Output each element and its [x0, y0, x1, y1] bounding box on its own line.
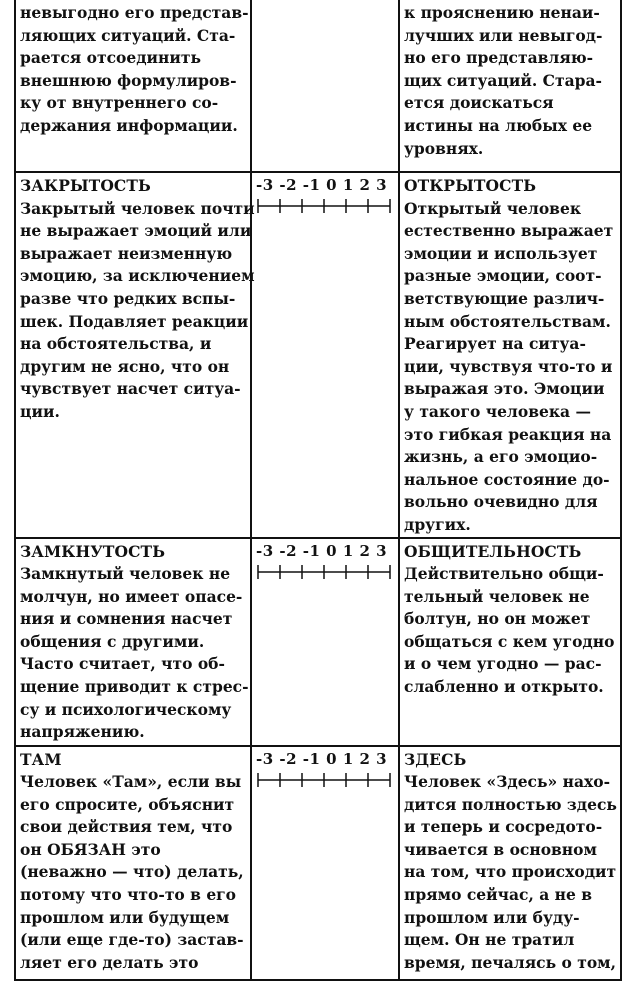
- left-trait-text-line: напряжению.: [20, 722, 145, 742]
- rating-scale-ruler[interactable]: [256, 772, 392, 788]
- right-trait-text-line: болтун, но он может: [404, 609, 591, 629]
- right-trait-text-line: прошлом или буду-: [404, 907, 580, 927]
- left-trait-cell: [15, 746, 251, 980]
- rating-scale-cell: [251, 746, 399, 980]
- left-trait-text-line: его спросите, объяснит: [20, 794, 235, 814]
- rating-scale-ruler[interactable]: [256, 564, 392, 580]
- left-trait-text-line: разве что редких вспы-: [20, 288, 236, 308]
- left-trait-text-line: рается отсоединить: [20, 48, 202, 68]
- right-trait-text-line: чивается в основном: [404, 839, 597, 859]
- right-trait-text-line: Человек «Здесь» нахо-: [404, 772, 611, 792]
- left-trait-text-line: ции.: [20, 401, 60, 421]
- left-trait-heading: ТАМ: [20, 749, 62, 769]
- left-trait-text-line: (или еще где-то) застав-: [20, 930, 244, 950]
- left-trait-text-line: чувствует насчет ситуа-: [20, 379, 241, 399]
- rating-scale-numbers: -3 -2 -1 0 1 2 3: [256, 541, 388, 560]
- right-trait-text-line: щих ситуаций. Стара-: [404, 70, 602, 90]
- right-trait-cell: [399, 746, 621, 980]
- right-trait-text-line: ции, чувствуя что-то и: [404, 356, 613, 376]
- right-trait-text-line: общаться с кем угодно: [404, 631, 615, 651]
- left-trait-text-line: щение приводит к стрес-: [20, 677, 249, 697]
- right-trait-text-line: и о чем угодно — рас-: [404, 654, 602, 674]
- right-trait-text-line: истины на любых ее: [404, 115, 593, 135]
- left-trait-text-line: внешнюю формулиров-: [20, 70, 237, 90]
- left-trait-text-line: Часто считает, что об-: [20, 654, 225, 674]
- right-trait-text-line: прямо сейчас, а не в: [404, 885, 593, 905]
- right-trait-cell: [399, 0, 621, 172]
- right-trait-text-line: Реагирует на ситуа-: [404, 334, 586, 354]
- left-trait-text-line: свои действия тем, что: [20, 817, 233, 837]
- left-trait-text-line: молчун, но имеет опасе-: [20, 586, 243, 606]
- right-trait-text-line: Действительно общи-: [404, 564, 604, 584]
- right-trait-text-line: нальное состояние до-: [404, 469, 610, 489]
- left-trait-text-line: ляет его делать это: [20, 952, 199, 972]
- right-trait-text-line: но его представляю-: [404, 48, 594, 68]
- rating-scale-cell: [251, 0, 399, 172]
- left-trait-cell: [15, 172, 255, 538]
- left-trait-text-line: невыгодно его представ-: [20, 3, 249, 22]
- left-trait-text-line: прошлом или будущем: [20, 907, 230, 927]
- left-trait-text-line: ния и сомнения насчет: [20, 609, 233, 629]
- left-trait-text-line: эмоцию, за исключением: [20, 266, 255, 286]
- right-trait-text-line: вольно очевидно для: [404, 492, 598, 512]
- left-trait-text-line: ку от внутреннего со-: [20, 93, 219, 113]
- rating-scale-ruler[interactable]: [256, 198, 392, 214]
- left-trait-text-line: выражает неизменную: [20, 243, 233, 263]
- left-trait-cell: [15, 538, 251, 746]
- right-trait-cell: [399, 538, 621, 746]
- left-trait-heading: ЗАМКНУТОСТЬ: [20, 541, 166, 561]
- right-trait-heading: ОБЩИТЕЛЬНОСТЬ: [404, 541, 582, 561]
- right-trait-text-line: на том, что происходит: [404, 862, 617, 882]
- right-trait-text-line: Открытый человек: [404, 198, 582, 218]
- rating-scale-numbers: -3 -2 -1 0 1 2 3: [256, 749, 388, 768]
- right-trait-text-line: это гибкая реакция на: [404, 424, 612, 444]
- left-trait-text-line: на обстоятельства, и: [20, 334, 212, 354]
- left-trait-text-line: Закрытый человек почти: [20, 198, 255, 218]
- right-trait-cell: [399, 172, 621, 538]
- right-trait-text-line: у такого человека —: [404, 401, 591, 421]
- right-trait-text-line: и теперь и сосредото-: [404, 817, 603, 837]
- right-trait-text-line: дится полностью здесь: [404, 794, 617, 814]
- right-trait-heading: ОТКРЫТОСТЬ: [404, 176, 537, 195]
- left-trait-text-line: другим не ясно, что он: [20, 356, 230, 376]
- left-trait-text-line: Замкнутый человек не: [20, 564, 231, 584]
- left-trait-text-line: держания информации.: [20, 115, 238, 135]
- rating-scale-cell: [251, 538, 399, 746]
- trait-row: [15, 172, 621, 538]
- right-trait-text-line: слабленно и открыто.: [404, 677, 604, 697]
- right-trait-text-line: эмоции и использует: [404, 243, 598, 263]
- left-trait-text-line: он ОБЯЗАН это: [20, 839, 161, 859]
- left-trait-heading: ЗАКРЫТОСТЬ: [20, 176, 151, 195]
- trait-row: [15, 0, 621, 172]
- rating-scale-cell: [251, 172, 399, 538]
- left-trait-text-line: ляющих ситуаций. Ста-: [20, 25, 236, 45]
- right-trait-text-line: к прояснению ненаи-: [404, 3, 600, 22]
- right-trait-text-line: лучших или невыгод-: [404, 25, 603, 45]
- left-trait-cell: [15, 0, 251, 172]
- right-trait-text-line: выражая это. Эмоции: [404, 379, 605, 399]
- left-trait-text-line: общения с другими.: [20, 631, 205, 651]
- right-trait-text-line: жизнь, а его эмоцио-: [404, 447, 598, 467]
- left-trait-text-line: (неважно — что) делать,: [20, 862, 244, 882]
- right-trait-text-line: время, печалясь о том,: [404, 952, 617, 972]
- left-trait-text-line: су и психологическому: [20, 699, 232, 719]
- right-trait-text-line: ветствующие различ-: [404, 288, 605, 308]
- right-trait-text-line: щем. Он не тратил: [404, 930, 575, 950]
- right-trait-text-line: естественно выражает: [404, 221, 614, 241]
- trait-row: [15, 746, 621, 980]
- right-trait-text-line: разные эмоции, соот-: [404, 266, 602, 286]
- right-trait-text-line: ется доискаться: [404, 93, 554, 113]
- rating-scale-numbers: -3 -2 -1 0 1 2 3: [256, 176, 388, 194]
- left-trait-text-line: потому что что-то в его: [20, 885, 237, 905]
- right-trait-text-line: других.: [404, 514, 471, 534]
- right-trait-text-line: тельный человек не: [404, 586, 590, 606]
- trait-row: [15, 538, 621, 746]
- left-trait-text-line: Человек «Там», если вы: [20, 772, 242, 792]
- right-trait-text-line: уровнях.: [404, 138, 484, 158]
- right-trait-heading: ЗДЕСЬ: [404, 749, 467, 769]
- left-trait-text-line: шек. Подавляет реакции: [20, 311, 249, 331]
- left-trait-text-line: не выражает эмоций или: [20, 221, 252, 241]
- right-trait-text-line: ным обстоятельствам.: [404, 311, 611, 331]
- personality-scale-table: [14, 0, 622, 981]
